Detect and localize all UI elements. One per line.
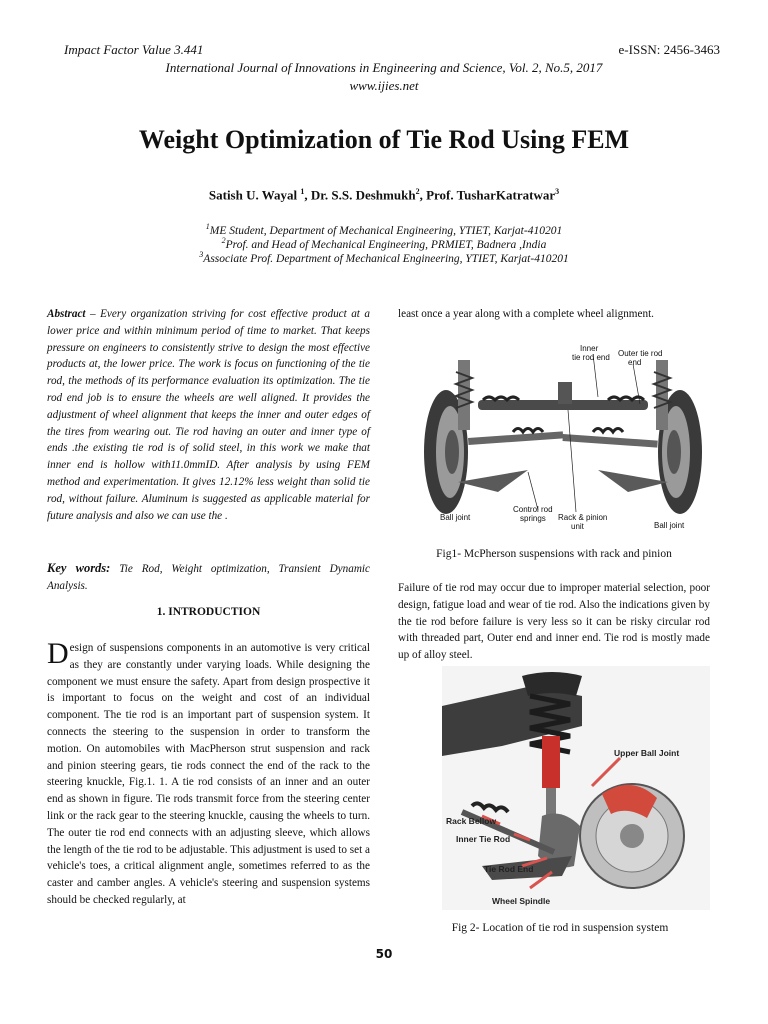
figure-2-caption: Fig 2- Location of tie rod in suspension system [451, 922, 669, 934]
fig1-label-springs: springs [520, 514, 546, 523]
issn: e-ISSN: 2456-3463 [618, 42, 720, 57]
fig1-label-outer: Outer tie rod [618, 349, 663, 358]
authors: Satish U. Wayal $^1$, Dr. S.S. Deshmukh$^2$, Prof. TusharKatratwar$^3$ [208, 187, 560, 203]
fig2-label-wheel-spindle: Wheel Spindle [492, 896, 551, 906]
abstract-label: Abstract [47, 308, 86, 320]
journal-website: www.ijies.net [349, 78, 419, 93]
author-1: Satish U. Wayal [208, 187, 298, 203]
abstract-text: – Every organization striving for cost effective product at a lower price and within minimum period of time to market. That keeps pressure on engineers to consistently strive to design the most effective products at, the lower price. The work is focus on functioning of the tie rod, the methods of its performance evaluation its optimization. The tie rod end job is to ensure the wheels are well aligned. It provides the adjustment of wheel alignment that keeps the inner and outer edges of the tires from wearing out. Tie rod having an outer and inner type of ends .the existing tie rod is of solid steel, in this work we make that inner end is hollow with11.0mmID. After analysis by using FEM method and experimentation. It gives 12.12% less weight than solid tie rod, without failure. Aluminum is suggested as applicable material for future analysis and also we can use the . [47, 308, 370, 522]
fig1-label-control-rod: Control rod [513, 505, 553, 514]
fig2-label-tie-rod-end: Tie Rod End [484, 864, 534, 874]
page-number: 50 [375, 947, 393, 961]
fig2-label-rack-bellow: Rack Bellow [446, 816, 497, 826]
continued-text: least once a year along with a complete wheel alignment. [398, 308, 654, 320]
keywords-text: Tie Rod, Weight optimization, Transient Dynamic Analysis. [47, 563, 370, 592]
fig2-label-inner-tie-rod: Inner Tie Rod [456, 834, 511, 844]
mcpherson-suspension-drawing [418, 342, 708, 538]
fig2-label-upper-ball-joint: Upper Ball Joint [614, 748, 680, 758]
figure-1-image [418, 342, 708, 538]
author-2: Dr. S.S. Deshmukh [310, 187, 416, 203]
fig1-label-tie-rod-end: tie rod end [572, 353, 610, 362]
journal-name: International Journal of Innovations in Engineering and Science, Vol. 2, No.5, 2017 [165, 60, 603, 75]
introduction-text: esign of suspensions components in an automotive is very critical as they are constantly under varying loads. While designing the component we must ensure the safety. Apart from design prospective it is important to focus on the weight and cost of an individual component. The tie rod is an important part of suspension system. It connects the steering to the suspension in order to transform the motion. On automobiles with MacPherson strut suspension and rack and pinion steering gears, tie rods connect the end of the rack to the steering knuckle, Fig.1. 1. A tie rod consists of an inner and an outer end as shown in figure. Tie rods transmit force from the steering center link or the rack gear to the steering knuckle, causing the wheels to turn. The outer tie rod end connects with an adjusting sleeve, which allows the length of the tie rod to be adjustable. This adjustment is used to set a vehicle's toes, a critical alignment angle, sometimes referred to as the caster and camber angles. A vehicle's steering and suspension systems should be checked regularly, at [47, 642, 370, 906]
affiliation-3: $^3$Associate Prof. Department of Mechanical Engineering, YTIET, Karjat-410201 [199, 250, 569, 265]
paper-title: Weight Optimization of Tie Rod Using FEM [138, 125, 630, 154]
keywords-label: Key words: [47, 561, 111, 575]
failure-paragraph: Failure of tie rod may occur due to improper material selection, poor design, fatigue load and wear of tie rod. Also the indications given by the tie rod before failure is very less so it can be risky circular rod with threaded part, Outer end and inner end. Tie rod is mostly made up of alloy steel. [398, 582, 710, 662]
dropcap: D [47, 637, 69, 670]
figure-1-caption: Fig1- McPherson suspensions with rack and pinion [436, 548, 672, 560]
fig1-label-outer-end: end [628, 358, 642, 367]
fig1-label-unit: unit [571, 522, 584, 531]
affiliation-2: $^2$Prof. and Head of Mechanical Engineering, PRMIET, Badnera ,India [221, 236, 547, 251]
author-1-sup: 1 [300, 187, 305, 196]
figure-2-image [442, 666, 710, 910]
author-3-sup: 3 [555, 187, 560, 196]
tie-rod-location-drawing [442, 666, 710, 910]
fig1-label-rack: Rack & pinion [558, 513, 608, 522]
keywords [47, 560, 370, 595]
impact-factor: Impact Factor Value 3.441 [64, 42, 204, 57]
fig1-label-ball-joint-left: Ball joint [440, 513, 471, 522]
fig1-label-inner: Inner [580, 344, 599, 353]
abstract [47, 306, 370, 524]
author-2-sup: 2 [415, 187, 420, 196]
section-heading-introduction: 1. INTRODUCTION [156, 606, 261, 618]
affiliation-1: $^1$ME Student, Department of Mechanical Engineering, YTIET, Karjat-410201 [205, 222, 563, 237]
fig1-label-ball-joint-right: Ball joint [654, 521, 685, 530]
introduction-body [47, 637, 370, 909]
author-3: Prof. TusharKatratwar [426, 187, 556, 203]
